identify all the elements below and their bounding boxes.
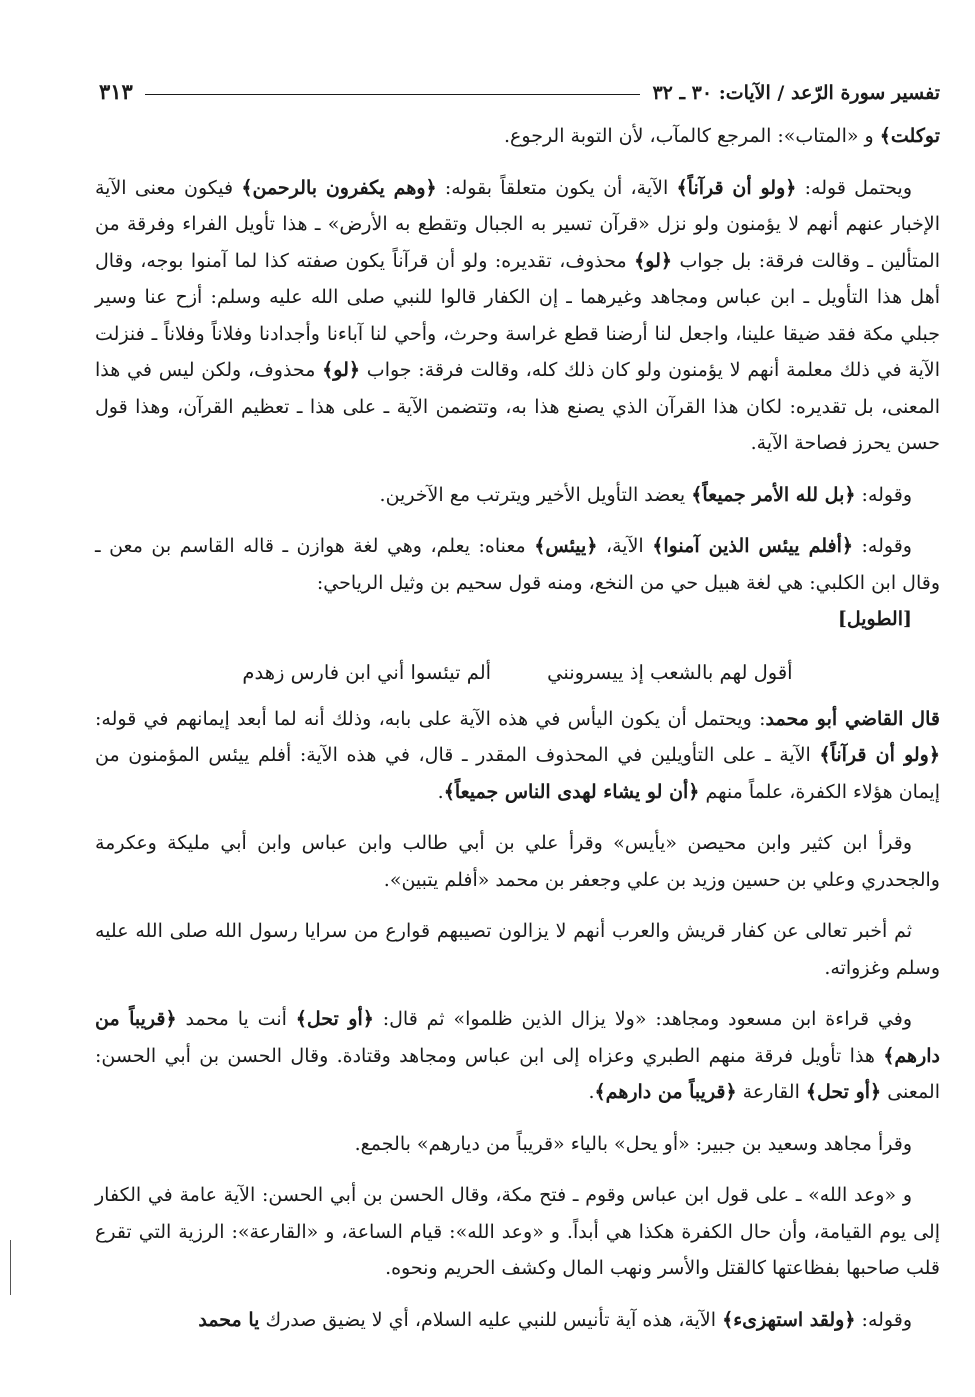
running-header [95, 70, 940, 104]
paragraph-text: الآية، هذه آية تأنيس للنبي عليه السلام، أي لا يضيق صدرك [259, 1308, 723, 1331]
quranic-quote: ﴿لو﴾ [634, 249, 673, 272]
body-paragraph [95, 701, 940, 811]
body-paragraph [95, 1126, 940, 1163]
paragraph-text: الآية ـ على التأويلين في المحذوف المقدر ـ قال، في هذه الآية: أفلم ييئس المؤمنون من إيمان هؤلاء الكفرة، علماً منهم [95, 744, 940, 803]
quranic-quote: يا محمد [198, 1308, 260, 1331]
quranic-quote: ﴿ولو أن قرآناً﴾ [819, 744, 940, 766]
paragraph-text: أنت يا محمد [176, 1008, 296, 1030]
quranic-quote: توكلت﴾ [879, 125, 940, 147]
quranic-quote: قال القاضي أبو محمد [765, 707, 940, 730]
body-paragraph [95, 170, 940, 462]
header-rule [145, 94, 641, 95]
poetic-meter-label: [الطويل] [837, 608, 912, 630]
quranic-quote: ﴿أن لو يشاء لهدى الناس جميعاً﴾ [443, 780, 700, 803]
page-number: ٣١٣ [99, 79, 133, 104]
body-paragraph [95, 528, 940, 638]
quranic-quote: ﴿قريباً من دارهم﴾ [95, 1008, 940, 1067]
paragraph-text: وقرأ ابن كثير وابن محيصن «يأيس» وقرأ علي بن أبي طالب وابن عباس وابن أبي مليكة وعكرمة والجحدري وعلي بن حسين وزيد بن علي وجعفر بن محمد «أفلم يتبين». [95, 832, 940, 891]
paragraph-text: ثم أخبر تعالى عن كفار قريش والعرب أنهم لا يزالون تصيبهم قوارع من سرايا رسول الله صلى الله عليه وسلم وغزواته. [95, 920, 940, 979]
paragraph-text: الآية، أن يكون متعلقاً بقوله: [436, 176, 677, 199]
quranic-quote: ﴿ولو أن قرآناً﴾ [676, 176, 797, 199]
paragraph-text: محذوف، ولكن ليس في هذا المعنى، بل تقديره: لكان هذا القرآن الذي يصنع هذا به، وتتضمن الآية ـ على هذا ـ تعظيم القرآن، وهذا قول حسن يحرز فصاحة الآية. [95, 359, 940, 454]
paragraph-text: وقوله: [855, 483, 912, 506]
paragraph-text: و «وعد الله» ـ على قول ابن عباس وقوم ـ فتح مكة، وقال الحسن بن أبي الحسن: الآية عامة في الكفار إلى يوم القيامة، وأن حال الكفرة هكذا هي أبداً. و «وعد الله»: قيام الساعة، و «القارعة»: الرزية التي تقرع قلب صاحبها بفظاعتها كالقتل والأسر ونهب المال وكشف الحريم ونحوه. [95, 1184, 940, 1279]
paragraph-text: محذوف، تقديره: ولو أن قرآناً يكون صفته كذا لما آمنوا بوجه، وقال أهل هذا التأويل ـ ابن عباس ومجاهد وغيرهما ـ إن الكفار قالوا للنبي صلى الله عليه وسلم: أزح عنا وسير جبلي مكة فقد ضيقا علينا، واجعل لنا أرضنا قطع غراسة وحرث، وأحي لنا آباءنا وأجدادنا وفلاناً وفلاناً ـ فنزلت الآية في ذلك معلمة أنهم لا يؤمنون ولو كان ذلك كله، وقالت فرقة: جواب [95, 249, 940, 381]
paragraph-text: وفي قراءة ابن مسعود ومجاهد: «ولا يزال الذين ظلموا» ثم قال: [373, 1008, 913, 1030]
paragraph-text: ويحتمل قوله: [796, 176, 913, 199]
page-body [95, 118, 940, 1338]
scan-margin-mark [10, 1240, 11, 1295]
quranic-quote: ﴿أفلم ييئس الذين آمنوا﴾ [652, 535, 854, 557]
paragraph-text: وقوله: [855, 1308, 912, 1331]
quranic-quote: ﴿أو تحل﴾ [295, 1008, 374, 1030]
body-paragraph [95, 1177, 940, 1287]
quranic-quote: ﴿ييئس﴾ [534, 535, 598, 557]
verse-hemistich: أقول لهم بالشعب إذ ييسرونني [547, 660, 793, 684]
paragraph-text: : ويحتمل أن يكون اليأس في هذه الآية على بابه، وذلك أنه لما أبعد إيمانهم في قوله: [95, 707, 766, 730]
paragraph-text: القارعة [736, 1081, 806, 1103]
quranic-quote: ﴿وهم يكفرون بالرحمن﴾ [241, 176, 437, 199]
quranic-quote: ﴿ولقد استهزىء﴾ [722, 1308, 856, 1331]
verse-hemistich: ألم تيئسوا أني ابن فارس زهدم [242, 660, 492, 684]
body-paragraph [95, 825, 940, 898]
paragraph-text: وقرأ مجاهد وسعيد بن جبير: «أو يحل» بالياء «قريباً من ديارهم» بالجمع. [354, 1132, 912, 1155]
paragraph-text: فيكون معنى الآية الإخبار عنهم أنهم لا يؤمنون ولو نزل «قرآن تسير به الجبال وتقطع به الأرض» ـ هذا تأويل الفراء وفرقة من المتألين ـ وقالت فرقة: بل جواب [95, 176, 941, 272]
paragraph-text: يعضد التأويل الأخير ويترتب مع الآخرين. [379, 483, 692, 506]
quranic-quote: ﴿قريباً من دارهم﴾ [594, 1081, 737, 1103]
paragraph-text: الآية، [597, 535, 653, 557]
quranic-quote: ﴿بل لله الأمر جميعاً﴾ [691, 483, 856, 506]
book-page [95, 70, 940, 1390]
paragraph-text: وقوله: [853, 535, 912, 557]
poetry-verse [95, 653, 940, 693]
paragraph-text: و «المتاب»: المرجع كالمآب، لأن التوبة الرجوع. [504, 125, 880, 147]
body-paragraph [95, 118, 940, 155]
body-paragraph [95, 913, 940, 986]
paragraph-text: هذا تأويل فرقة منهم الطبري وعزاه إلى ابن عباس ومجاهد وقتادة. وقال الحسن بن أبي الحسن: المعنى [95, 1044, 940, 1103]
paragraph-text: . [437, 780, 444, 803]
quranic-quote: ﴿لو﴾ [322, 359, 361, 381]
body-paragraph [95, 1001, 940, 1111]
paragraph-text: . [588, 1081, 595, 1103]
body-paragraph [95, 477, 940, 514]
quranic-quote: ﴿أو تحل﴾ [805, 1081, 882, 1103]
paragraph-text: معناه: يعلم، وهي لغة هوازن ـ قاله القاسم بن معن ـ وقال ابن الكلبي: هي لغة هبيل حي من النخع، ومنه قول سحيم بن وثيل الرياحي: [95, 535, 940, 594]
body-paragraph [95, 1302, 940, 1339]
running-title: تفسير سورة الرّعد / الآيات: ٣٠ ـ ٣٢ [652, 82, 940, 104]
